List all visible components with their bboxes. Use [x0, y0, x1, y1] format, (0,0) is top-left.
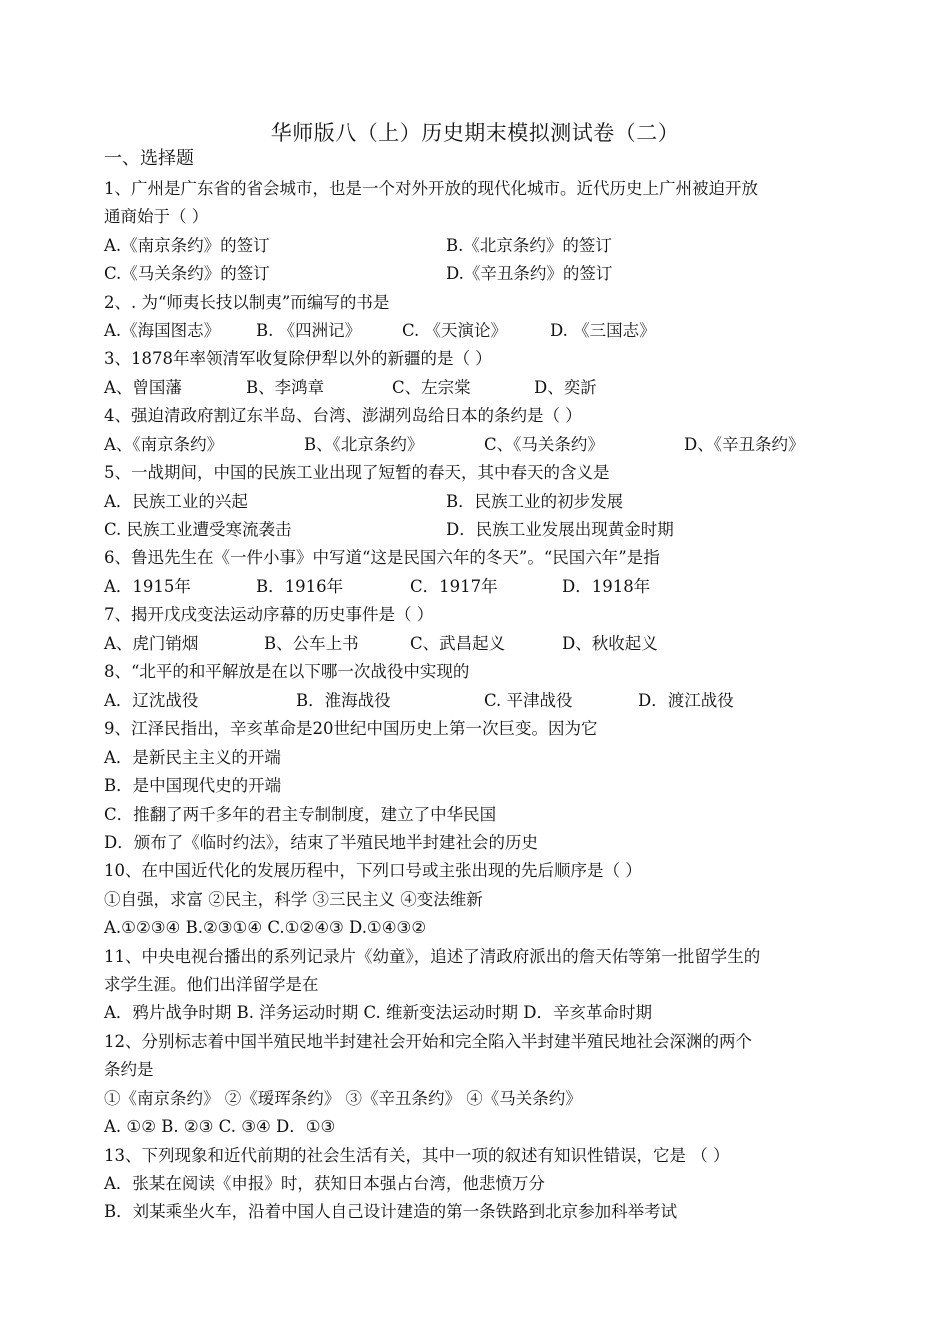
q12-stem-line1: 12、分别标志着中国半殖民地半封建社会开始和完全陷入半封建半殖民地社会深渊的两个 [104, 1032, 752, 1051]
q3-option-c: C、左宗棠 [392, 378, 471, 397]
q9-option-a: A．是新民主主义的开端 [104, 748, 281, 767]
section-heading: 一、选择题 [104, 148, 194, 169]
q1-stem-line2: 通商始于（ ） [104, 207, 209, 226]
q11-stem-line2: 求学生涯。他们出洋留学是在 [104, 975, 319, 994]
exam-title: 华师版八（上）历史期末模拟测试卷（二） [270, 121, 680, 145]
q2-option-b: B. 《四洲记》 [256, 321, 362, 340]
q13-option-b: B．刘某乘坐火车，沿着中国人自己设计建造的第一条铁路到北京参加科举考试 [104, 1202, 678, 1221]
q2-option-d: D. 《三国志》 [550, 321, 656, 340]
q7-option-b: B、公车上书 [264, 634, 359, 653]
q6-option-c: C．1917年 [410, 577, 498, 596]
q7-option-a: A、虎门销烟 [104, 634, 199, 653]
q4-option-a: A、《南京条约》 [104, 435, 224, 454]
q1-option-c: C.《马关条约》的签订 [104, 264, 270, 283]
q4-stem: 4、强迫清政府割辽东半岛、台湾、澎湖列岛给日本的条约是（ ） [104, 406, 582, 425]
q5-stem: 5、一战期间，中国的民族工业出现了短暂的春天，其中春天的含义是 [104, 463, 610, 482]
q1-option-a: A.《南京条约》的签订 [104, 236, 270, 255]
q9-stem: 9、江泽民指出，辛亥革命是20世纪中国历史上第一次巨变。因为它 [104, 719, 598, 738]
q13-option-a: A．张某在阅读《申报》时，获知日本强占台湾，他悲愤万分 [104, 1174, 545, 1193]
q2-option-c: C. 《天演论》 [402, 321, 508, 340]
q6-option-b: B．1916年 [256, 577, 344, 596]
q10-items: ①自强，求富 ②民主，科学 ③三民主义 ④变法维新 [104, 890, 483, 909]
q9-option-d: D．颁布了《临时约法》，结束了半殖民地半封建社会的历史 [104, 833, 538, 852]
q3-option-b: B、李鸿章 [246, 378, 325, 397]
q11-options: A．鸦片战争时期 B. 洋务运动时期 C. 维新变法运动时期 D．辛亥革命时期 [104, 1003, 653, 1022]
q12-items: ①《南京条约》 ②《瑷珲条约》 ③《辛丑条约》 ④《马关条约》 [104, 1089, 582, 1108]
q5-option-b: B．民族工业的初步发展 [446, 492, 624, 511]
q5-option-d: D．民族工业发展出现黄金时期 [446, 520, 674, 539]
q3-option-d: D、奕訢 [534, 378, 597, 397]
q9-option-b: B．是中国现代史的开端 [104, 776, 282, 795]
q12-options: A. ①② B. ②③ C. ③④ D．①③ [104, 1117, 336, 1136]
q6-stem: 6、鲁迅先生在《一件小事》中写道“这是民国六年的冬天”。“民国六年”是指 [104, 548, 660, 567]
q9-option-c: C．推翻了两千多年的君主专制制度，建立了中华民国 [104, 805, 497, 824]
q10-options: A.①②③④ B.②③①④ C.①②④③ D.①④③② [104, 918, 427, 937]
q4-option-b: B、《北京条约》 [304, 435, 424, 454]
q7-stem: 7、揭开戊戌变法运动序幕的历史事件是（ ） [104, 605, 434, 624]
q7-option-d: D、秋收起义 [562, 634, 658, 653]
q5-option-c: C. 民族工业遭受寒流袭击 [104, 520, 292, 539]
q11-stem-line1: 11、中央电视台播出的系列记录片《幼童》，追述了清政府派出的詹天佑等第一批留学生的 [104, 947, 761, 966]
q12-stem-line2: 条约是 [104, 1060, 154, 1079]
q4-option-d: D、《辛丑条约》 [684, 435, 805, 454]
q2-stem: 2、. 为“师夷长技以制夷”而编写的书是 [104, 293, 390, 312]
q8-option-c: C. 平津战役 [484, 691, 573, 710]
q4-option-c: C、《马关条约》 [484, 435, 604, 454]
q8-option-d: D．渡江战役 [638, 691, 734, 710]
q1-option-d: D.《辛丑条约》的签订 [446, 264, 613, 283]
q5-option-a: A．民族工业的兴起 [104, 492, 248, 511]
q8-stem: 8、“北平的和平解放是在以下哪一次战役中实现的 [104, 662, 470, 681]
q1-stem-line1: 1、广州是广东省的省会城市，也是一个对外开放的现代化城市。近代历史上广州被迫开放 [104, 179, 758, 198]
q2-option-a: A.《海国图志》 [104, 321, 221, 340]
q6-option-a: A．1915年 [104, 577, 191, 596]
q13-stem: 13、下列现象和近代前期的社会生活有关，其中一项的叙述有知识性错误，它是 （ ） [104, 1146, 730, 1165]
q3-option-a: A、曾国藩 [104, 378, 182, 397]
q1-option-b: B.《北京条约》的签订 [446, 236, 612, 255]
q8-option-a: A．辽沈战役 [104, 691, 199, 710]
q8-option-b: B．淮海战役 [296, 691, 391, 710]
q10-stem: 10、在中国近代化的发展历程中，下列口号或主张出现的先后顺序是（ ） [104, 861, 642, 880]
q6-option-d: D．1918年 [562, 577, 651, 596]
q7-option-c: C、武昌起义 [410, 634, 506, 653]
q3-stem: 3、1878年率领清军收复除伊犁以外的新疆的是（ ） [104, 349, 492, 368]
